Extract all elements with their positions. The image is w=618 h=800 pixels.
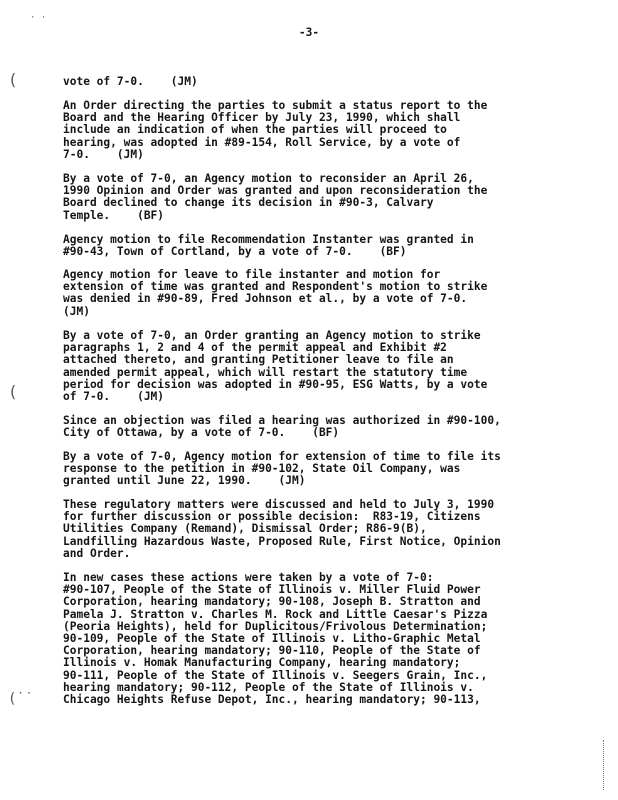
paragraph-1: vote of 7-0. (JM) — [63, 75, 198, 88]
paragraph-4: Agency motion to file Recommendation Instanter was granted in #90-43, Town of Cortland, by a vote of 7-0. (BF) — [63, 233, 474, 259]
scan-edge-line — [603, 740, 605, 790]
scan-speck: · · — [30, 13, 47, 23]
margin-mark: (˙˙ — [8, 691, 34, 707]
paragraph-3: By a vote of 7-0, an Agency motion to reconsider an April 26, 1990 Opinion and Order was granted and upon reconsideration the Board declined to change its decision in #90-3, Calvary Temple. (BF) — [63, 172, 488, 222]
paragraph-7: Since an objection was filed a hearing was authorized in #90-100, City of Ottawa, by a vote of 7-0. (BF) — [63, 414, 501, 440]
page-number: -3- — [298, 26, 320, 39]
paragraph-6: By a vote of 7-0, an Order granting an Agency motion to strike paragraphs 1, 2 and 4 of the permit appeal and Exhibit #2 attached thereto, and granting Petitioner leave to file an amended permit appeal, which will restart the statutory time period for decision was adopted in #90-95, ESG Watts, by a vote of 7-0. (JM) — [63, 329, 488, 404]
paragraph-9: These regulatory matters were discussed and held to July 3, 1990 for further discussion or possible decision: R83-19, Citizens Utilities Company (Remand), Dismissal Order; R86-9(B), Landfilling Hazardous Waste, Proposed Rule, First Notice, Opinion and Order. — [63, 498, 501, 560]
paragraph-8: By a vote of 7-0, Agency motion for extension of time to file its response to the petition in #90-102, State Oil Company, was granted until June 22, 1990. (JM) — [63, 450, 501, 488]
paragraph-2: An Order directing the parties to submit a status report to the Board and the Hearing Officer by July 23, 1990, which shall include an indication of when the parties will proceed to hearing, was adopted in #89-154, Roll Service, by a vote of 7-0. (JM) — [63, 99, 488, 161]
margin-mark: ( — [8, 70, 18, 89]
paragraph-10: In new cases these actions were taken by a vote of 7-0: #90-107, People of the State of Illinois v. Miller Fluid Power Corporation, hearing mandatory; 90-108, Joseph B. Stratton and Pamela J. Stratton v. Charles M. Rock and Little Caesar's Pizza (Peoria Heights), held for Duplicitous/Frivolous Determination; 90-109, People of the State of Illinois v. Litho-Graphic Metal Corporation, hearing mandatory; 90-110, People of the State of Illinois v. Homak Manufacturing Company, hearing mandatory; 90-111, People of the State of Illinois v. Seegers Grain, Inc., hearing mandatory; 90-112, People of the State of Illinois v. Chicago Heights Refuse Depot, Inc., hearing mandatory; 90-113, — [63, 571, 488, 707]
paragraph-5: Agency motion for leave to file instanter and motion for extension of time was granted and Respondent's motion to strike was denied in #90-89, Fred Johnson et al., by a vote of 7-0. (JM) — [63, 268, 488, 318]
margin-mark: ( — [8, 382, 18, 401]
